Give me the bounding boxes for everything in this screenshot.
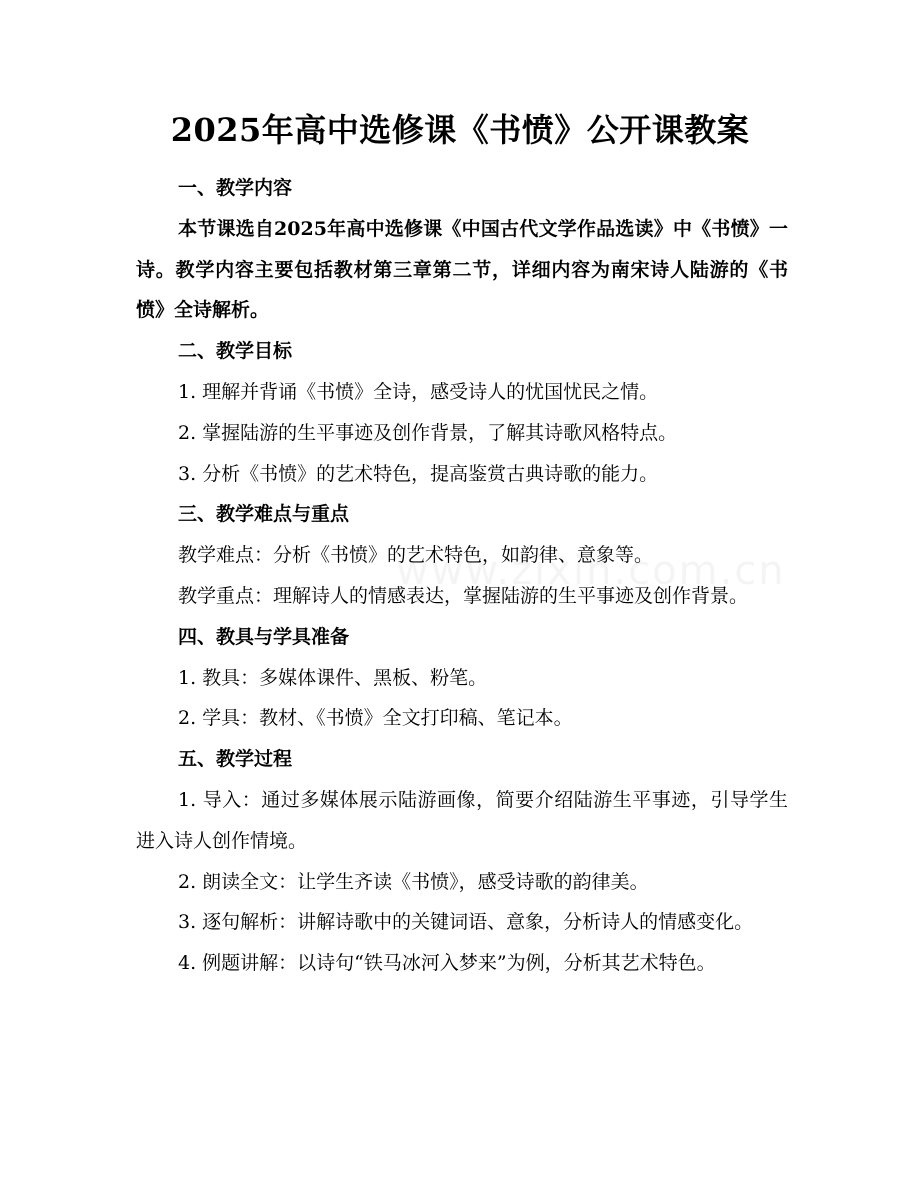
- process-item-4: 4. 例题讲解：以诗句“铁马冰河入梦来”为例，分析其艺术特色。: [178, 952, 716, 975]
- tools-item-2: 2. 学具：教材、《书愤》全文打印稿、笔记本。: [178, 707, 573, 730]
- document-body: [136, 168, 788, 984]
- objective-item-2: 2. 掌握陆游的生平事迹及创作背景，了解其诗歌风格特点。: [178, 421, 678, 444]
- section-heading-objectives: 二、教学目标: [178, 340, 293, 363]
- objective-item-1: 1. 理解并背诵《书愤》全诗，感受诗人的忧国忧民之情。: [178, 380, 659, 403]
- process-item-3: 3. 逐句解析：讲解诗歌中的关键词语、意象，分析诗人的情感变化。: [178, 911, 754, 934]
- section-heading-content: 一、教学内容: [178, 177, 293, 199]
- objective-item-3: 3. 分析《书愤》的艺术特色，提高鉴赏古典诗歌的能力。: [178, 462, 659, 485]
- section-content-body: 本节课选自2025年高中选修课《中国古代文学作品选读》中《书愤》一诗。教学内容主要包括教材第三章第二节，详细内容为南宋诗人陆游的《书愤》全诗解析。: [136, 217, 788, 322]
- tools-item-1: 1. 教具：多媒体课件、黑板、粉笔。: [178, 666, 488, 689]
- section-heading-tools: 四、教具与学具准备: [178, 625, 350, 648]
- process-item-1: 1. 导入：通过多媒体展示陆游画像，简要介绍陆游生平事迹，引导学生进入诗人创作情境。: [136, 788, 788, 852]
- teaching-difficulty: 教学难点：分析《书愤》的艺术特色，如韵律、意象等。: [178, 544, 654, 567]
- process-item-2: 2. 朗读全文：让学生齐读《书愤》，感受诗歌的韵律美。: [178, 870, 649, 893]
- section-heading-difficulty-key: 三、教学难点与重点: [178, 503, 350, 526]
- section-heading-process: 五、教学过程: [178, 748, 293, 771]
- document-title: 2025年高中选修课《书愤》公开课教案: [170, 111, 750, 149]
- teaching-key-point: 教学重点：理解诗人的情感表达，掌握陆游的生平事迹及创作背景。: [178, 584, 749, 607]
